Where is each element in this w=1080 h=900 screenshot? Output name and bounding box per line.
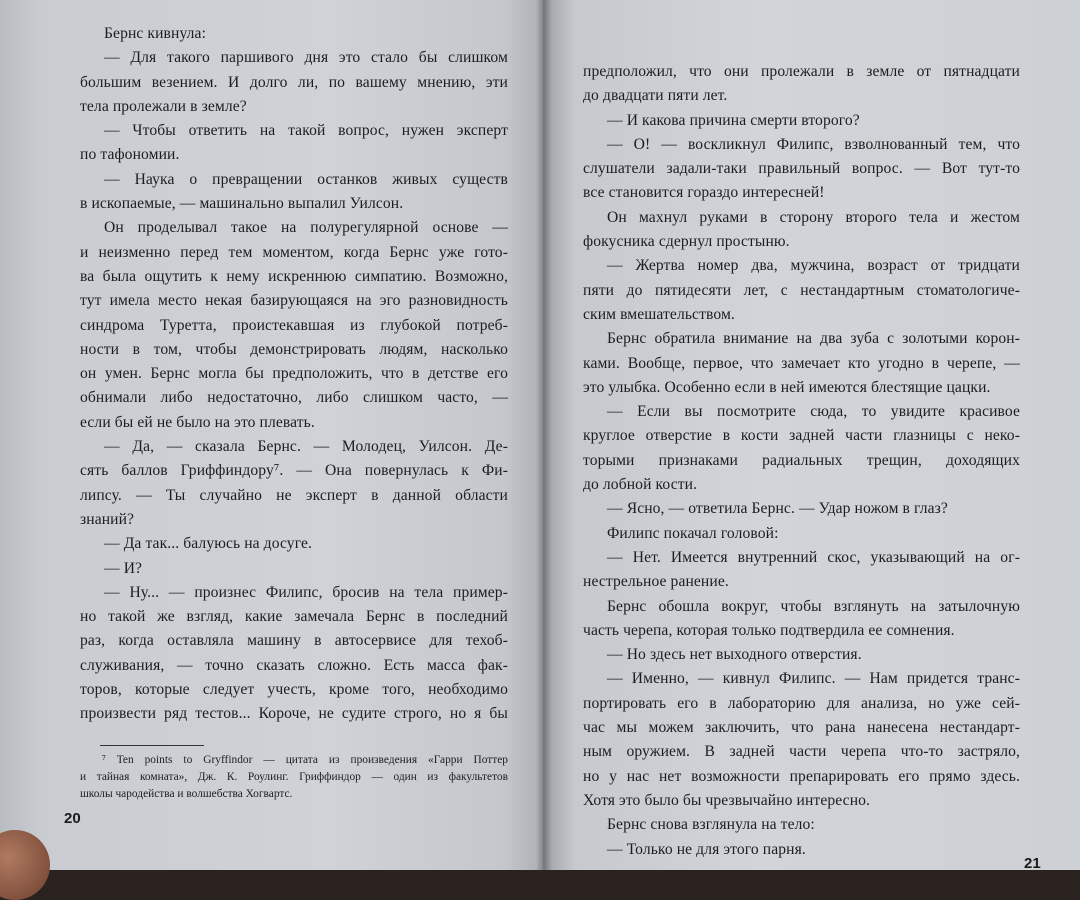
footnote-line: и тайная комната», Дж. К. Роулинг. Гриффиндор — один из факультетов <box>80 770 508 783</box>
text-line: и неизменно перед тем моментом, когда Бернс уже гото- <box>80 243 508 261</box>
text-line: Филипс покачал головой: <box>607 524 779 542</box>
text-line: произвести ряд тестов... Короче, не судите строго, но я бы <box>80 705 508 723</box>
text-line: Хотя это было бы чрезвычайно интересно. <box>583 791 871 809</box>
page-number-right: 21 <box>1024 855 1041 872</box>
text-line: — Наука о превращении останков живых существ <box>104 170 508 188</box>
text-line: Он махнул руками в сторону второго тела и жестом <box>607 208 1020 226</box>
footnote-divider <box>100 745 204 746</box>
text-line: — Чтобы ответить на такой вопрос, нужен эксперт <box>104 122 508 140</box>
text-line: Бернс снова взглянула на тело: <box>607 816 815 834</box>
text-line: если бы ей не было на это плевать. <box>80 413 315 431</box>
text-line: сять баллов Гриффиндору⁷. — Она повернулась к Фи- <box>80 462 508 480</box>
text-line: ским вмешательством. <box>583 305 735 323</box>
text-line: торыми признаками радиальных трещин, доходящих <box>583 451 1020 469</box>
right-page <box>543 0 1080 870</box>
text-line: в ископаемые, — машинально выпалил Уилсон. <box>80 195 404 213</box>
left-page-text <box>80 22 508 727</box>
text-line: до лобной кости. <box>583 476 698 494</box>
right-page-text <box>583 60 1020 862</box>
text-line: до двадцати пяти лет. <box>583 87 728 105</box>
text-line: Он проделывал такое на полурегулярной основе — <box>104 219 508 237</box>
text-line: Бернс кивнула: <box>104 25 207 42</box>
text-line: — Да, — сказала Бернс. — Молодец, Уилсон. Де- <box>104 438 508 456</box>
text-line: — Для такого паршивого дня это стало бы слишком <box>104 49 508 67</box>
text-line: ва была ощутить к нему искреннюю симпатию. Возможно, <box>80 267 508 285</box>
book-gutter <box>536 0 552 870</box>
text-line: Бернс обошла вокруг, чтобы взглянуть на затылочную <box>607 597 1020 615</box>
text-line: по тафономии. <box>80 146 180 164</box>
text-line: ками. Вообще, первое, что замечает кто угодно в черепе, — <box>583 354 1020 372</box>
footnote-line: ⁷ Ten points to Gryffindor — цитата из произведения «Гарри Поттер <box>102 753 508 766</box>
text-line: фокусника сдернул простыню. <box>583 233 790 251</box>
text-line: это улыбка. Особенно если в ней имеются блестящие цацки. <box>583 378 991 396</box>
text-line: большим везением. И долго ли, по вашему мнению, эти <box>80 73 508 91</box>
text-line: но такой же взгляд, какие замечала Бернс в последний <box>80 608 508 626</box>
text-line: ности в том, чтобы демонстрировать людям, насколько <box>80 340 508 358</box>
text-line: часть черепа, которая только подтвердила ее сомнения. <box>583 621 955 639</box>
text-line: — Ясно, — ответила Бернс. — Удар ножом в глаз? <box>607 500 948 518</box>
text-line: — И какова причина смерти второго? <box>607 111 860 129</box>
text-line: служивания, — точно сказать сложно. Есть масса фак- <box>80 656 508 674</box>
text-line: — И? <box>104 559 143 577</box>
text-line: но у нас нет возможности препарировать его прямо здесь. <box>583 767 1020 785</box>
text-line: — Только не для этого парня. <box>607 840 806 858</box>
footnote-line: школы чародейства и волшебства Хогвартс. <box>80 787 293 800</box>
text-line: тела пролежали в земле? <box>80 97 247 115</box>
page-number-left: 20 <box>64 810 81 827</box>
footnote <box>80 752 508 803</box>
text-line: знаний? <box>80 510 135 528</box>
text-line: слушатели задали-таки правильный вопрос. — Вот тут-то <box>583 160 1020 178</box>
text-line: пяти до пятидесяти лет, с нестандартным стоматологиче- <box>583 281 1020 299</box>
text-line: час мы можем заключить, что рана нанесена нестандарт- <box>583 719 1020 737</box>
text-line: портировать его в лабораторию для анализа, но уже сей- <box>583 694 1020 712</box>
text-line: — Но здесь нет выходного отверстия. <box>607 646 862 664</box>
text-line: — О! — воскликнул Филипс, взволнованный тем, что <box>607 135 1020 153</box>
text-line: — Нет. Имеется внутренний скос, указывающий на ог- <box>607 548 1020 566</box>
text-line: — Да так... балуюсь на досуге. <box>104 535 313 553</box>
text-line: — Ну... — произнес Филипс, бросив на тела пример- <box>104 583 508 601</box>
text-line: раз, когда оставляла машину в автосервисе для техоб- <box>80 632 508 650</box>
text-line: торов, которые следует учесть, кроме того, необходимо <box>80 681 508 699</box>
text-line: ным оружием. В задней части черепа что-то застряло, <box>583 743 1020 761</box>
text-line: все становится гораздо интересней! <box>583 184 825 202</box>
text-line: липсу. — Ты случайно не эксперт в данной области <box>80 486 508 504</box>
text-line: — Жертва номер два, мужчина, возраст от тридцати <box>607 257 1020 275</box>
text-line: тут имела место некая базирующаяся на эго разновидность <box>80 292 508 310</box>
text-line: обнимали либо недостаточно, либо слишком часто, — <box>80 389 508 407</box>
text-line: предположил, что они пролежали в земле от пятнадцати <box>583 63 1020 80</box>
text-line: круглое отверстие в кости задней части глазницы с неко- <box>583 427 1020 445</box>
text-line: Бернс обратила внимание на два зуба с золотыми корон- <box>607 330 1020 348</box>
text-line: — Именно, — кивнул Филипс. — Нам придется транс- <box>607 670 1020 688</box>
text-line: нестрельное ранение. <box>583 573 729 591</box>
text-line: синдрома Туретта, проистекавшая из глубокой потреб- <box>80 316 508 334</box>
left-page <box>0 0 548 870</box>
text-line: — Если вы посмотрите сюда, то увидите красивое <box>607 403 1020 421</box>
text-line: он умен. Бернс могла бы предположить, что в детстве его <box>80 365 508 383</box>
